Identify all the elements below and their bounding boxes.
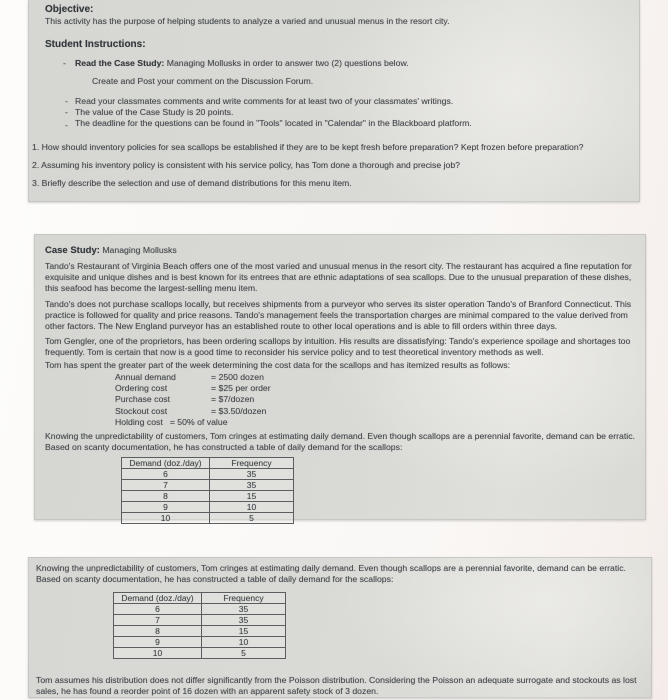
bullet-text: The value of the Case Study is 20 points.	[75, 107, 234, 117]
cost-row-holding-cost	[115, 417, 635, 428]
bullet-read-classmates	[45, 96, 625, 107]
dash-marker: -	[65, 96, 68, 106]
table-row	[114, 637, 286, 648]
question-3: 3. Briefly describe the selection and use of demand distributions for this menu item.	[32, 178, 352, 188]
table-row	[122, 491, 294, 502]
cell: 7	[122, 480, 210, 491]
case-study-heading	[45, 240, 635, 258]
cost-value: = $7/dozen	[211, 394, 255, 405]
bullet-read-case-study	[45, 58, 625, 69]
cell: 7	[114, 615, 202, 626]
bullet-create-post: Create and Post your comment on the Discussion Forum.	[92, 76, 314, 86]
cell: 10	[210, 502, 294, 513]
read-case-study-text: Managing Mollusks in order to answer two (2) questions below.	[164, 58, 409, 68]
table-row	[114, 648, 286, 659]
table-row	[122, 480, 294, 491]
read-case-study-label: Read the Case Study:	[75, 58, 165, 68]
table-row	[122, 469, 294, 480]
case-study-panel	[34, 234, 646, 524]
cost-data-list	[115, 372, 635, 428]
dash-marker: -	[63, 58, 66, 68]
demand-column-header: Demand (doz./day)	[122, 458, 210, 469]
cell: 10	[202, 637, 286, 648]
cell: 35	[202, 604, 286, 615]
cell: 15	[210, 491, 294, 502]
cost-label: Holding cost	[115, 416, 163, 427]
objective-text: This activity has the purpose of helping students to analyze a varied and unusual menus in the resort city.	[45, 16, 450, 26]
case-paragraph-tom-gengler: Tom Gengler, one of the proprietors, has been ordering scallops by intuition. His results are dissatisfying: Tando's experience spoilage and shortages too frequently. Tom is certain that now is a good time to reconsider his service policy and to test theoretical inventory methods as well.	[45, 336, 631, 357]
cost-label: Annual demand	[115, 372, 176, 382]
question-2: 2. Assuming his inventory policy is consistent with his service policy, has Tom done a thorough and precise job?	[32, 160, 461, 170]
cost-value: = $25 per order	[211, 383, 271, 394]
cell: 6	[122, 469, 210, 480]
instruction-bullets	[45, 96, 625, 129]
table-header-row	[114, 593, 286, 604]
cell: 15	[202, 626, 286, 637]
cost-row-ordering-cost	[115, 383, 635, 394]
cell: 10	[114, 648, 202, 659]
frequency-column-header: Frequency	[202, 593, 286, 604]
cell: 8	[114, 626, 202, 637]
case-paragraph-restaurant: Tando's Restaurant of Virginia Beach offers one of the most varied and unusual menus in the resort city. The restaurant has acquired a fine reputation for exquisite and unique dishes and is best known for its entrees that are ethnic adaptations of sea scallops. Due to the unusual preparation of these dishes, this seafood has become the largest-selling menu item.	[45, 261, 632, 293]
cell: 9	[114, 637, 202, 648]
demand-intro-text: Knowing the unpredictability of customers, Tom cringes at estimating daily demand. Even though scallops are a perennial favorite, demand can be erratic. Based on scanty documentation, he has constructed a table of daily demand for the scallops:	[45, 431, 635, 453]
cell: 5	[202, 648, 286, 659]
questions-list	[32, 142, 625, 189]
cell: 35	[210, 469, 294, 480]
question-1: 1. How should inventory policies for sea scallops be established if they are to be kept fresh before preparation? Kept frozen before preparation?	[32, 142, 584, 152]
cell: 10	[122, 513, 210, 524]
cost-row-purchase-cost	[115, 394, 635, 405]
dash-marker: -	[65, 107, 68, 117]
cell: 5	[210, 513, 294, 524]
cell: 35	[210, 480, 294, 491]
cost-row-annual-demand	[115, 372, 635, 383]
case-study-heading-title: Managing Mollusks	[99, 245, 177, 255]
case-study-heading-label: Case Study:	[45, 245, 100, 256]
case-paragraph-cost-data: Tom has spent the greater part of the week determining the cost data for the scallops and has itemized results as follows:	[45, 360, 511, 370]
table-row	[122, 502, 294, 513]
bullet-case-study-value	[45, 107, 625, 118]
cell: 8	[122, 491, 210, 502]
cost-value: = 50% of value	[169, 416, 228, 427]
cost-label: Purchase cost	[115, 394, 171, 405]
demand-summary-panel	[28, 557, 652, 698]
cost-label: Ordering cost	[115, 383, 168, 394]
poisson-conclusion-text: Tom assumes his distribution does not differ significantly from the Poisson distribution. Considering the Poisson an adequate surrogate and stockouts as lost sales, he has found a reorder point of 16 dozen with an apparent safety stock of 3 dozen.	[36, 675, 637, 696]
frequency-column-header: Frequency	[210, 458, 294, 469]
cell: 35	[202, 615, 286, 626]
cost-value: = 2500 dozen	[211, 372, 264, 382]
demand-intro-text: Knowing the unpredictability of customers, Tom cringes at estimating daily demand. Even though scallops are a perennial favorite, demand can be erratic. Based on scanty documentation, he has constructed a table of daily demand for the scallops:	[36, 563, 626, 584]
table-row	[114, 626, 286, 637]
daily-demand-table	[121, 457, 294, 524]
table-row	[122, 513, 294, 524]
table-row	[114, 604, 286, 615]
table-header-row	[122, 458, 294, 469]
demand-column-header: Demand (doz./day)	[114, 593, 202, 604]
bullet-text: The deadline for the questions can be found in "Tools" located in "Calendar" in the Blackboard platform.	[75, 118, 472, 128]
case-paragraph-purveyor: Tando's does not purchase scallops locally, but receives shipments from a purveyor who serves its sister operation Tando's of Branford Connecticut. This practice is followed for quality and price reasons. Tando's management feels the transportation charges are minimal compared to the value derived from other factors. The New England purveyor has an established route to other local operations and is able to fill orders within three days.	[45, 299, 632, 331]
cost-row-stockout-cost	[115, 406, 635, 417]
bullet-text: Read your classmates comments and write comments for at least two of your classmates' writings.	[75, 96, 454, 106]
dash-marker: -	[65, 120, 68, 130]
cell: 9	[122, 502, 210, 513]
student-instructions-heading: Student Instructions:	[45, 39, 146, 50]
assignment-overview-panel	[28, 0, 640, 202]
objective-heading: Objective:	[45, 4, 94, 15]
bullet-deadline	[45, 118, 625, 129]
daily-demand-table-2	[113, 592, 286, 659]
cost-value: = $3.50/dozen	[211, 405, 267, 416]
table-row	[114, 615, 286, 626]
cost-label: Stockout cost	[115, 405, 168, 416]
cell: 6	[114, 604, 202, 615]
